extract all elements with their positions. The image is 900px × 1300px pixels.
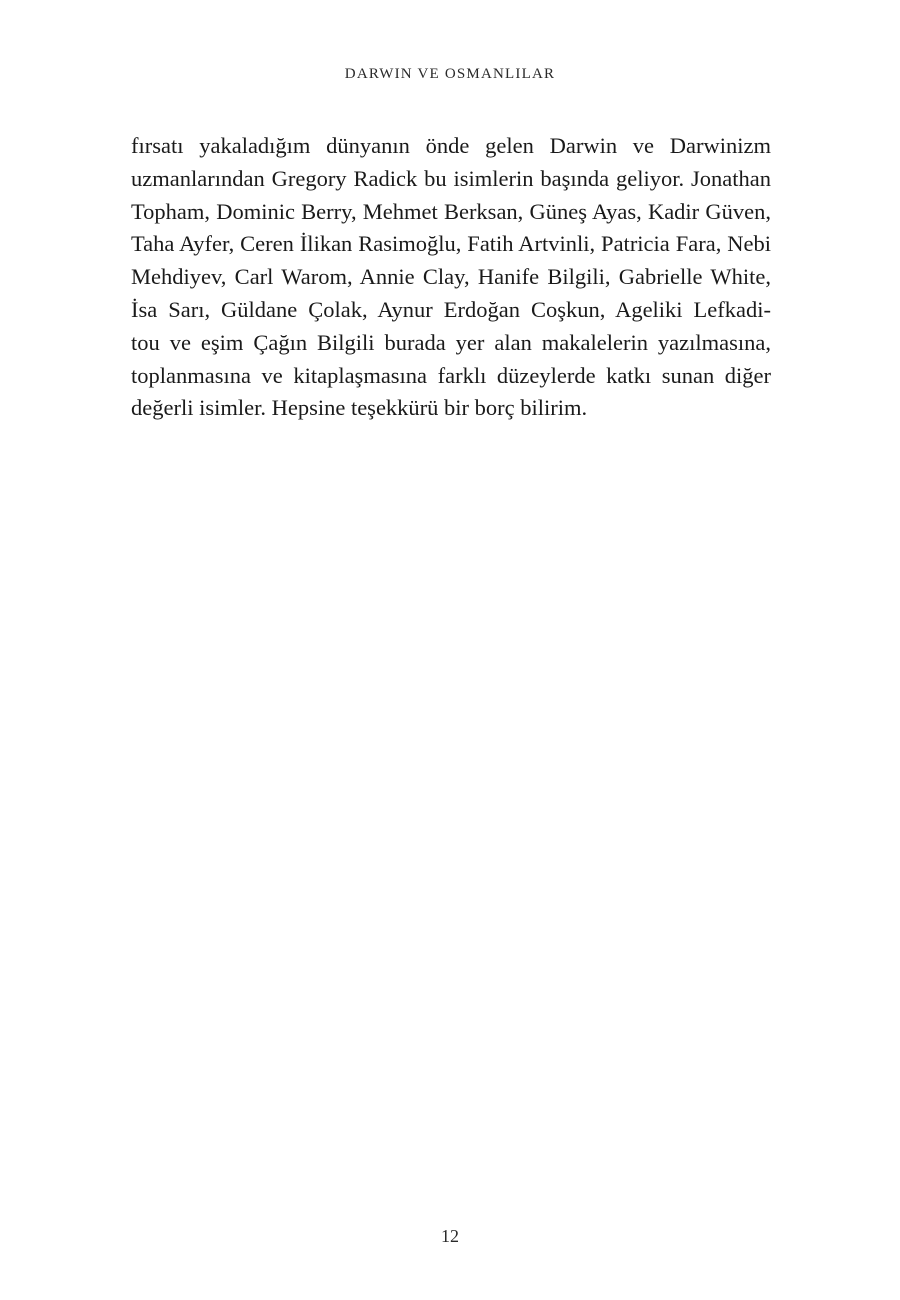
page-number: 12: [441, 1226, 459, 1246]
text-line: Mehdiyev, Carl Warom, Annie Clay, Hanife Bilgili, Gabrielle White,: [131, 264, 771, 290]
text-line: fırsatı yakaladığım dünyanın önde gelen Darwin ve Darwinizm: [131, 133, 771, 158]
text-line: İsa Sarı, Güldane Çolak, Aynur Erdoğan Coşkun, Ageliki Lefkadi-: [131, 296, 771, 322]
text-line: değerli isimler. Hepsine teşekkürü bir borç bilirim.: [131, 395, 588, 421]
body-paragraph: [131, 130, 771, 425]
text-line: uzmanlarından Gregory Radick bu isimlerin başında geliyor. Jonathan: [131, 165, 771, 191]
text-line: Topham, Dominic Berry, Mehmet Berksan, Güneş Ayas, Kadir Güven,: [131, 198, 771, 224]
text-line: tou ve eşim Çağın Bilgili burada yer alan makalelerin yazılmasına,: [131, 329, 771, 355]
text-line: Taha Ayfer, Ceren İlikan Rasimoğlu, Fatih Artvinli, Patricia Fara, Nebi: [131, 231, 771, 257]
text-line: toplanmasına ve kitaplaşmasına farklı düzeylerde katkı sunan diğer: [131, 362, 771, 388]
running-header: DARWIN VE OSMANLILAR: [344, 66, 556, 82]
